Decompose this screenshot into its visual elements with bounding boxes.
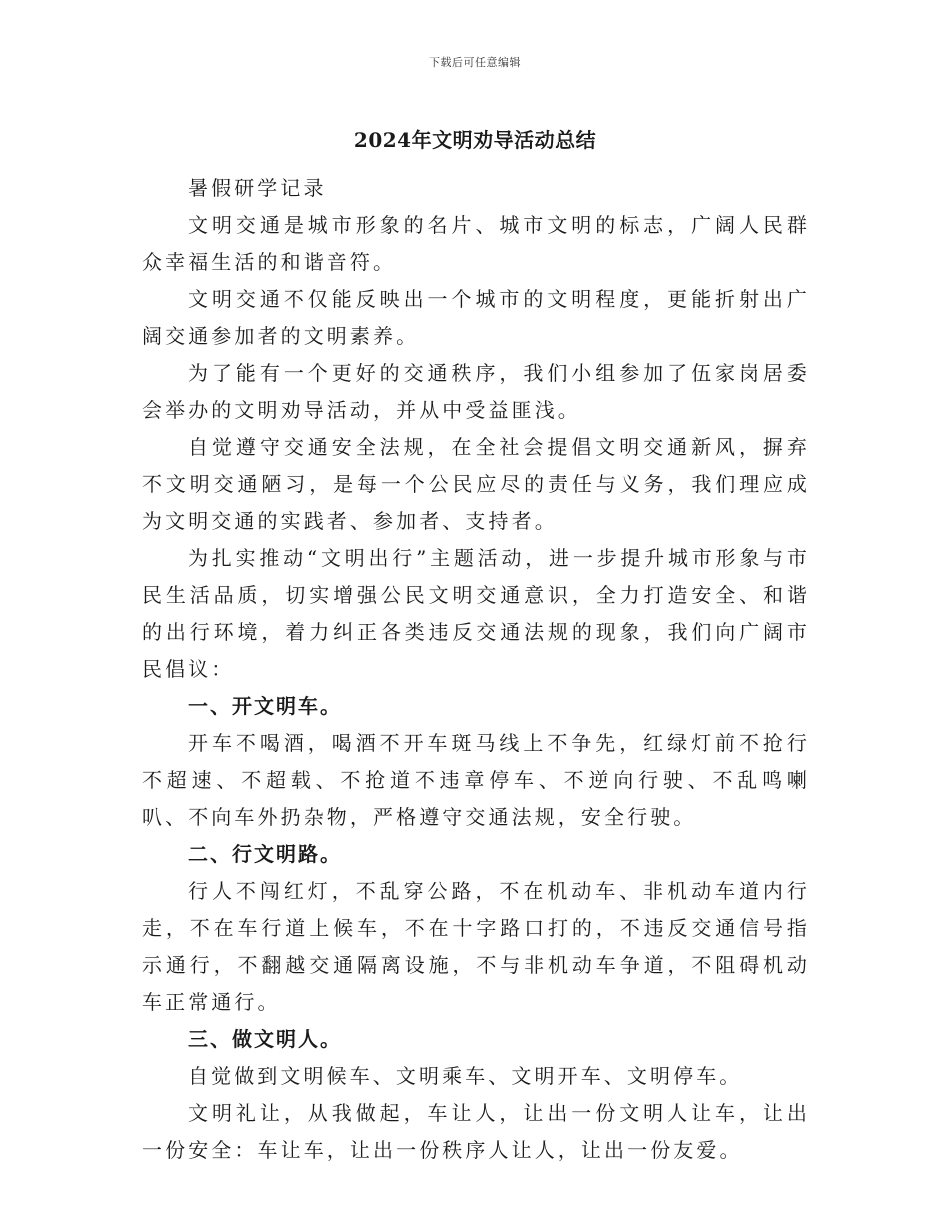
section-heading: 二、行文明路。 (188, 842, 342, 866)
paragraph: 自觉遵守交通安全法规，在全社会提倡文明交通新风，摒弃不文明交通陋习，是每一个公民应尽的责任与义务，我们理应成为文明交通的实践者、参加者、支持者。 (142, 435, 810, 533)
paragraph: 为了能有一个更好的交通秩序，我们小组参加了伍家岗居委会举办的文明劝导活动，并从中受益匪浅。 (142, 361, 810, 422)
section-heading: 三、做文明人。 (188, 1027, 342, 1051)
paragraph: 文明礼让，从我做起，车让人，让出一份文明人让车，让出一份安全：车让车，让出一份秩序人让人，让出一份友爱。 (142, 1101, 810, 1162)
paragraph: 自觉做到文明候车、文明乘车、文明开车、文明停车。 (188, 1064, 743, 1088)
paragraph: 行人不闯红灯，不乱穿公路，不在机动车、非机动车道内行走，不在车行道上候车，不在十字路口打的，不违反交通信号指示通行，不翻越交通隔离设施，不与非机动车争道，不阻碍机动车正常通行。 (142, 879, 810, 1014)
section-heading: 一、开文明车。 (188, 694, 342, 718)
document-body (142, 170, 810, 1169)
page-header-note: 下载后可任意编辑 (429, 56, 521, 69)
paragraph: 开车不喝酒，喝酒不开车斑马线上不争先，红绿灯前不抢行不超速、不超载、不抢道不违章停车、不逆向行驶、不乱鸣喇叭、不向车外扔杂物，严格遵守交通法规，安全行驶。 (142, 731, 810, 829)
paragraph: 暑假研学记录 (188, 176, 327, 200)
paragraph: 文明交通不仅能反映出一个城市的文明程度，更能折射出广阔交通参加者的文明素养。 (142, 287, 810, 348)
paragraph: 文明交通是城市形象的名片、城市文明的标志，广阔人民群众幸福生活的和谐音符。 (142, 213, 810, 274)
document-title: 2024年文明劝导活动总结 (353, 128, 597, 152)
paragraph: 为扎实推动“文明出行”主题活动，进一步提升城市形象与市民生活品质，切实增强公民文明交通意识，全力打造安全、和谐的出行环境，着力纠正各类违反交通法规的现象，我们向广阔市民倡议： (142, 546, 810, 681)
